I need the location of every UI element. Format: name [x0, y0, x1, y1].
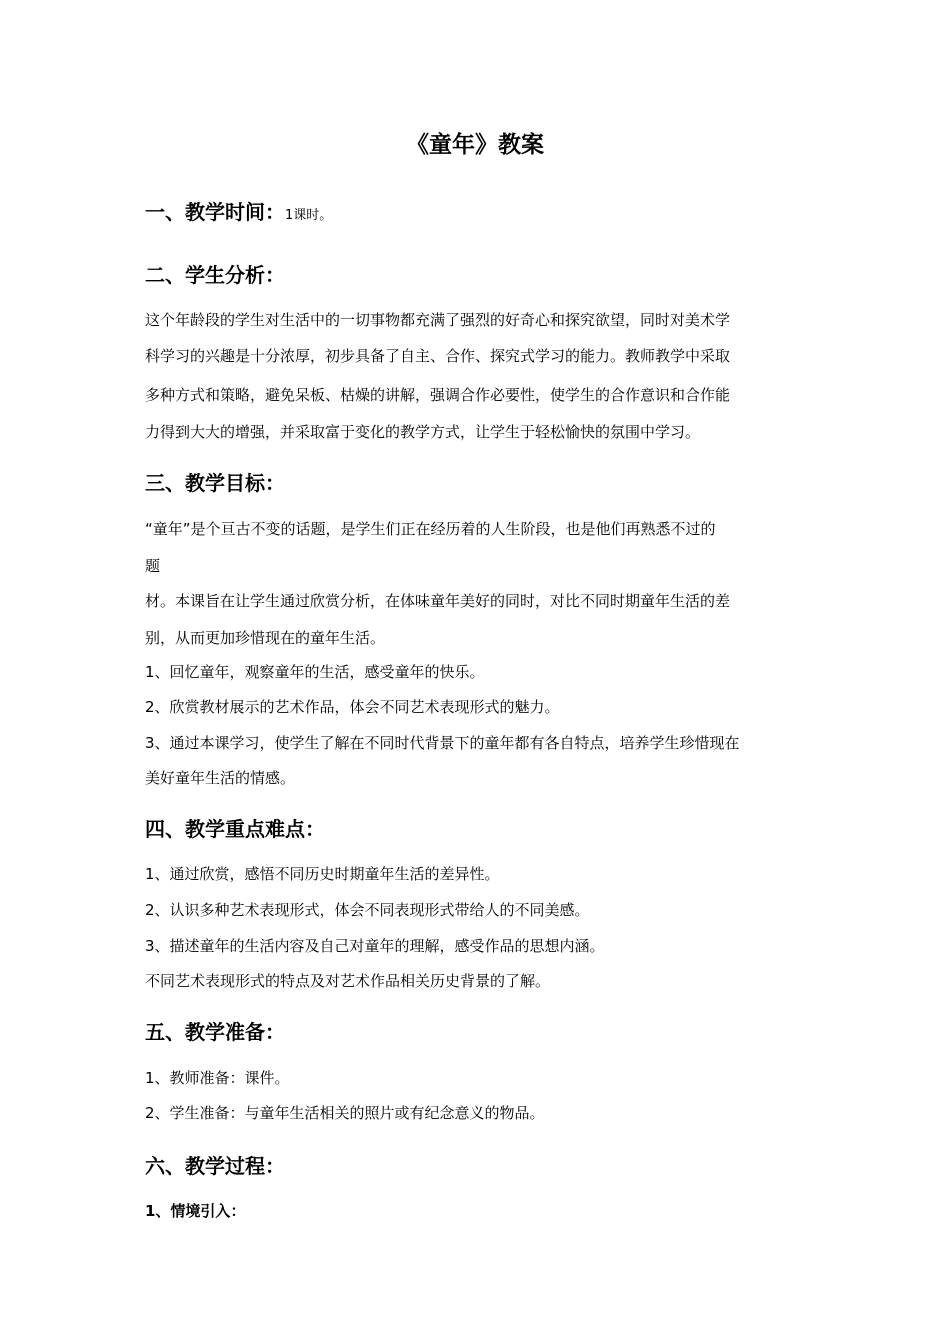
section-heading-preparation: 五、教学准备：: [145, 1020, 285, 1044]
section-heading: 一、教学时间：: [145, 200, 285, 224]
list-item: 1、通过欣赏，感悟不同历史时期童年生活的差异性。: [145, 865, 500, 883]
section-heading-teaching-goals: 三、教学目标：: [145, 471, 285, 495]
list-item: 美好童年生活的情感。: [145, 769, 296, 787]
list-item: 2、认识多种艺术表现形式，体会不同表现形式带给人的不同美感。: [145, 901, 590, 919]
section-heading-teaching-process: 六、教学过程：: [145, 1154, 285, 1178]
list-item: 1、回忆童年，观察童年的生活，感受童年的快乐。: [145, 663, 485, 681]
teaching-time-value: 1课时。: [285, 208, 333, 223]
list-item: 2、学生准备：与童年生活相关的照片或有纪念意义的物品。: [145, 1104, 545, 1122]
paragraph-line: 科学习的兴趣是十分浓厚，初步具备了自主、合作、探究式学习的能力。教师教学中采取: [145, 347, 731, 365]
section-heading-student-analysis: 二、学生分析：: [145, 263, 285, 287]
paragraph-line: “童年”是个亘古不变的话题，是学生们正在经历着的人生阶段，也是他们再熟悉不过的: [145, 520, 716, 538]
paragraph-line: 别，从而更加珍惜现在的童年生活。: [145, 629, 386, 647]
list-item: 1、教师准备：课件。: [145, 1069, 290, 1087]
list-item: 2、欣赏教材展示的艺术作品，体会不同艺术表现形式的魅力。: [145, 698, 560, 716]
list-item: 3、通过本课学习，使学生了解在不同时代背景下的童年都有各自特点，培养学生珍惜现在: [145, 734, 740, 752]
paragraph-line: 不同艺术表现形式的特点及对艺术作品相关历史背景的了解。: [145, 972, 551, 990]
paragraph-line: 多种方式和策略，避免呆板、枯燥的讲解，强调合作必要性，使学生的合作意识和合作能: [145, 386, 731, 404]
list-item: 3、描述童年的生活内容及自己对童年的理解，感受作品的思想内涵。: [145, 937, 605, 955]
subheading-situation-intro: 1、情境引入：: [145, 1202, 246, 1220]
section-heading-key-points: 四、教学重点难点：: [145, 817, 325, 841]
section-teaching-time: [145, 196, 332, 225]
paragraph-line: 力得到大大的增强，并采取富于变化的教学方式，让学生于轻松愉快的氛围中学习。: [145, 423, 701, 441]
paragraph-line: 题: [145, 557, 161, 575]
paragraph-line: 这个年龄段的学生对生活中的一切事物都充满了强烈的好奇心和探究欲望，同时对美术学: [145, 311, 731, 329]
paragraph-line: 材。本课旨在让学生通过欣赏分析，在体味童年美好的同时，对比不同时期童年生活的差: [145, 592, 731, 610]
document-title: 《童年》教案: [406, 132, 544, 158]
